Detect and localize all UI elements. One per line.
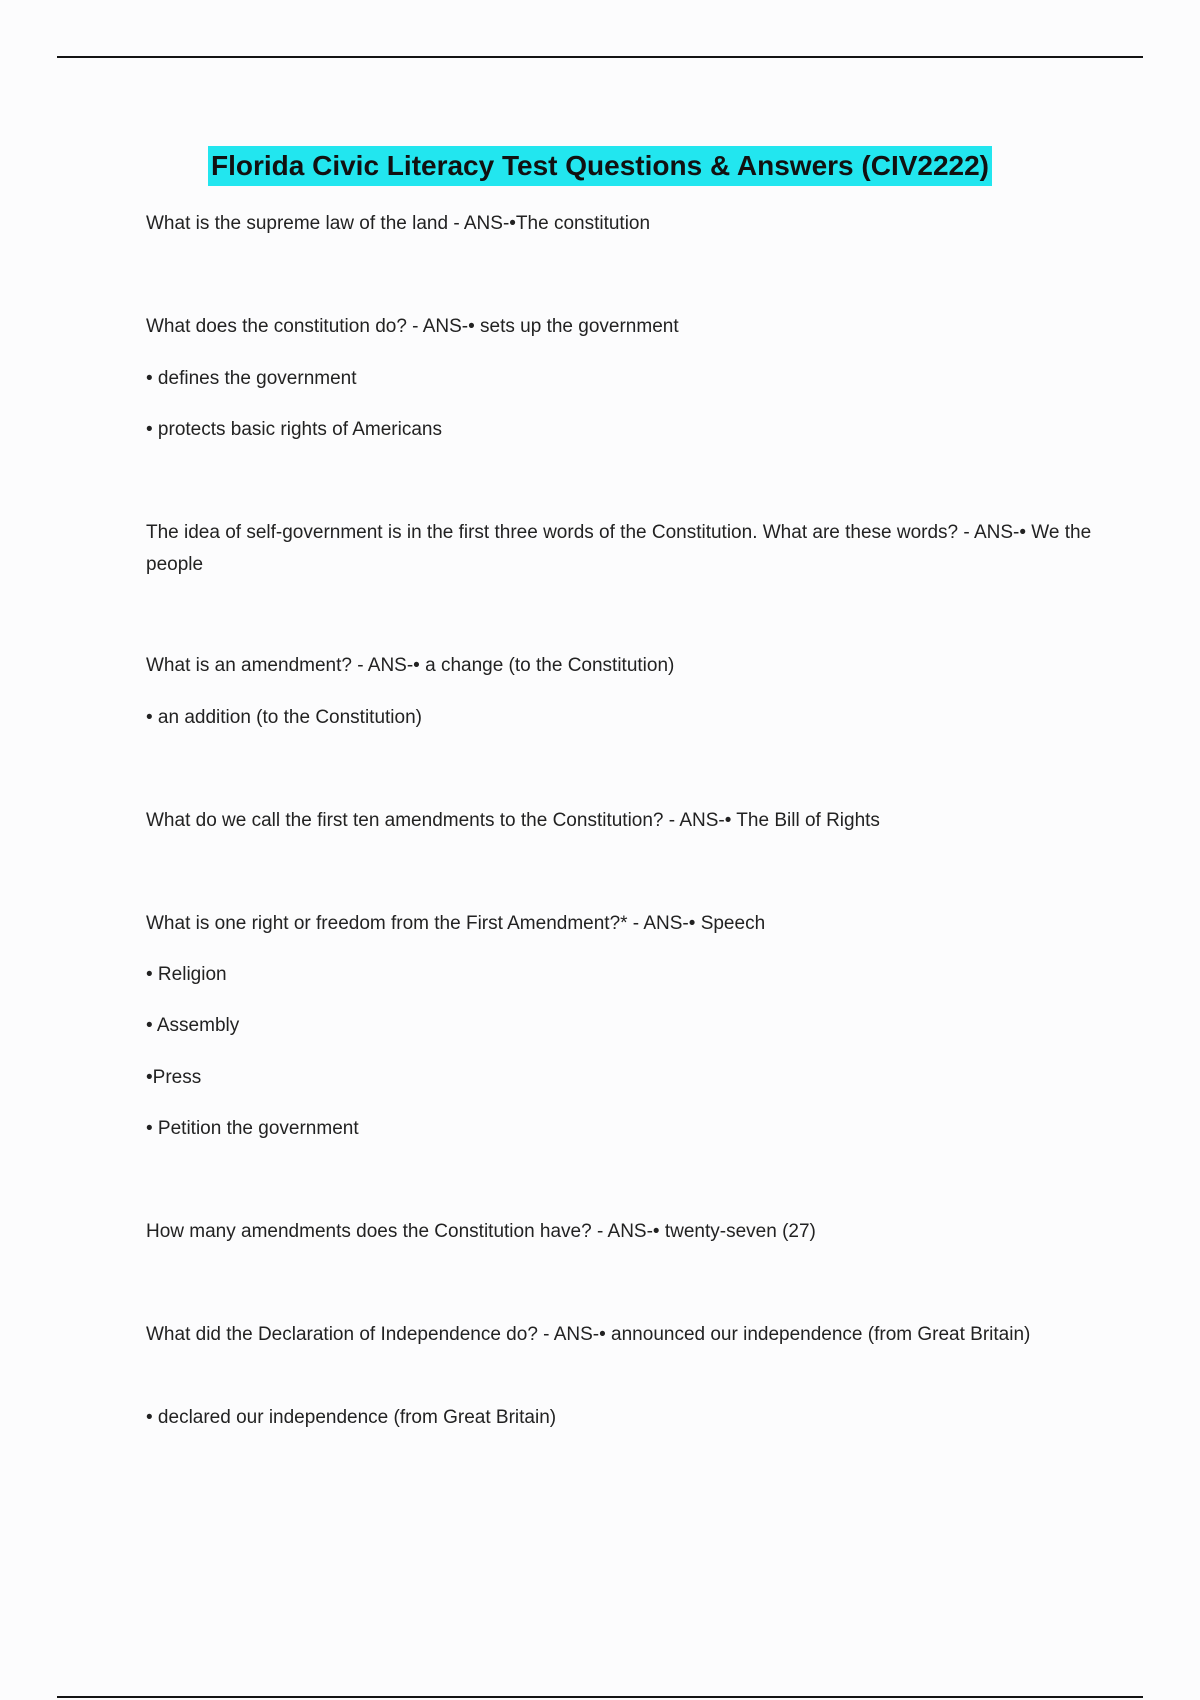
qa-line: What is one right or freedom from the First Amendment?* - ANS-• Speech (146, 913, 766, 934)
qa-line: • Religion (146, 964, 227, 985)
qa-line: What is an amendment? - ANS-• a change (to the Constitution) (146, 655, 675, 676)
qa-line: What did the Declaration of Independence do? - ANS-• announced our independence (from Great Britain) (146, 1324, 1031, 1345)
qa-line: • declared our independence (from Great Britain) (146, 1407, 557, 1428)
qa-line: •Press (146, 1067, 202, 1088)
qa-line: • Assembly (146, 1015, 240, 1036)
qa-line: • an addition (to the Constitution) (146, 707, 422, 728)
document-title: Florida Civic Literacy Test Questions & Answers (CIV2222) (208, 146, 992, 186)
qa-line: What does the constitution do? - ANS-• sets up the government (146, 316, 679, 337)
qa-line: • protects basic rights of Americans (146, 419, 442, 440)
qa-line: • Petition the government (146, 1118, 359, 1139)
qa-line: What do we call the first ten amendments to the Constitution? - ANS-• The Bill of Rights (146, 810, 880, 831)
title-container (0, 146, 1200, 186)
qa-line: • defines the government (146, 368, 357, 389)
qa-line: What is the supreme law of the land - ANS-•The constitution (146, 213, 651, 234)
bottom-rule (57, 1696, 1143, 1698)
top-rule (57, 56, 1143, 58)
qa-line: How many amendments does the Constitution have? - ANS-• twenty-seven (27) (146, 1221, 816, 1242)
qa-line: The idea of self-government is in the first three words of the Constitution. What are these words? - ANS-• We the people (146, 522, 1092, 575)
